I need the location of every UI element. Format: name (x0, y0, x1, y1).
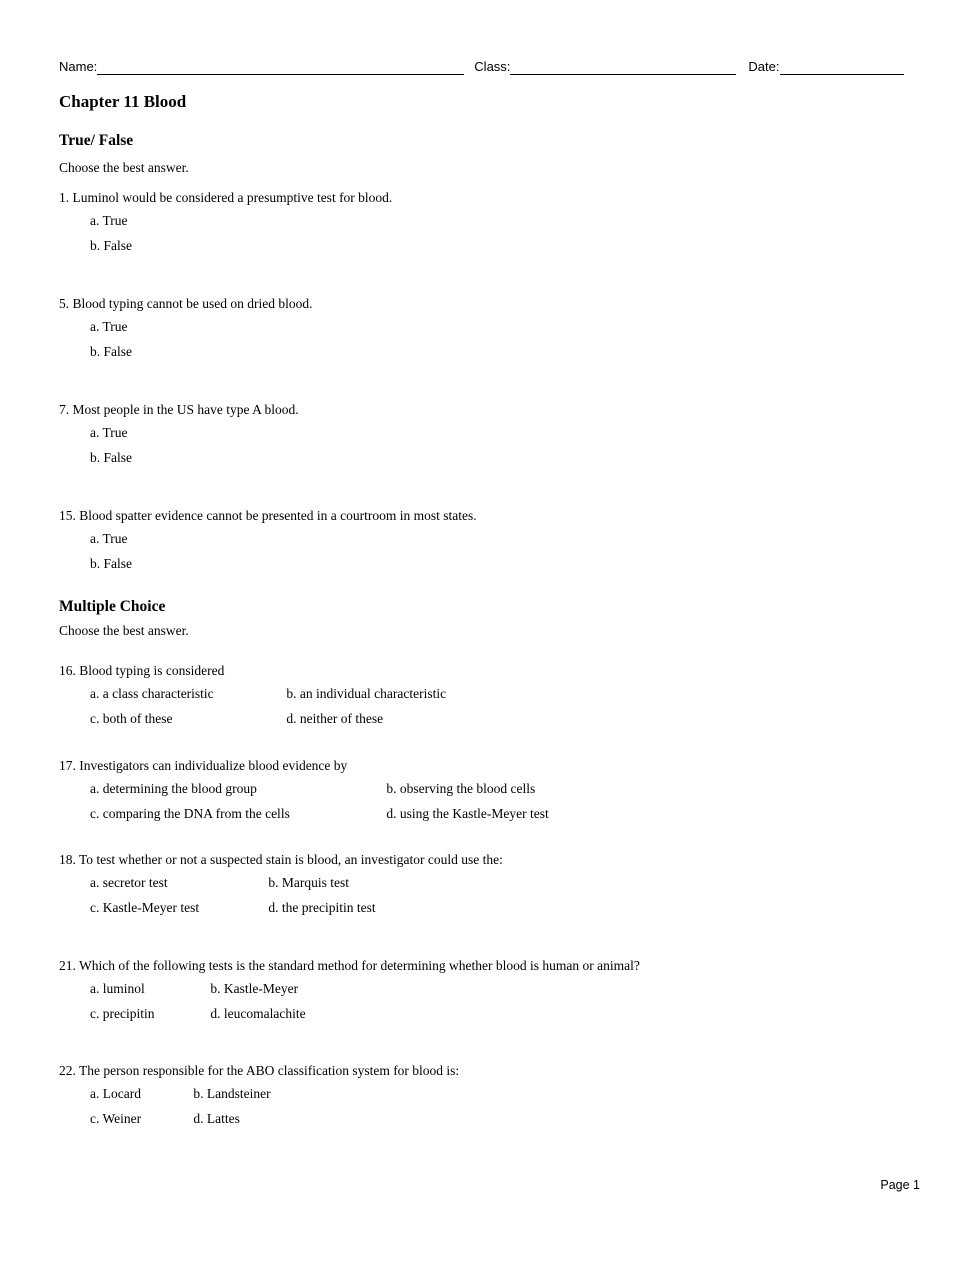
option-d: d. Lattes (193, 1111, 240, 1126)
option-a: a. True (90, 531, 128, 546)
option-a: a. secretor test (90, 875, 168, 890)
question-options (59, 1081, 921, 1131)
question-text: 17. Investigators can individualize blood evidence by (59, 758, 348, 773)
option-row (90, 801, 921, 826)
tf-question-5 (59, 295, 921, 364)
option-row (90, 681, 921, 706)
option-row (90, 776, 921, 801)
document-body (59, 0, 921, 1131)
tf-question-15 (59, 507, 921, 576)
page-title: Chapter 11 Blood (59, 92, 187, 111)
option-row (90, 976, 921, 1001)
option-row (90, 895, 921, 920)
multiple-choice-instruction: Choose the best answer. (59, 623, 189, 638)
question-options (59, 776, 921, 826)
question-text: 16. Blood typing is considered (59, 663, 225, 678)
option-row (90, 870, 921, 895)
option-d: d. the precipitin test (268, 900, 376, 915)
option-c: c. comparing the DNA from the cells (90, 806, 290, 821)
option-d: d. using the Kastle-Meyer test (386, 806, 549, 821)
true-false-heading: True/ False (59, 132, 134, 149)
option-b: b. an individual characteristic (286, 686, 447, 701)
question-text: 5. Blood typing cannot be used on dried blood. (59, 296, 313, 311)
mc-question-21 (59, 957, 921, 1026)
option-a: a. Locard (90, 1086, 141, 1101)
option-a: a. determining the blood group (90, 781, 257, 796)
option-c: c. Kastle-Meyer test (90, 900, 200, 915)
tf-question-1 (59, 189, 921, 258)
option-d: d. neither of these (286, 711, 384, 726)
option-b: b. False (90, 450, 132, 465)
option-c: c. precipitin (90, 1006, 155, 1021)
question-options (59, 208, 921, 258)
question-options (59, 314, 921, 364)
option-b: b. False (90, 238, 132, 253)
question-options (59, 976, 921, 1026)
option-a: a. True (90, 213, 128, 228)
option-row (90, 1001, 921, 1026)
option-a: a. a class characteristic (90, 686, 214, 701)
question-text: 1. Luminol would be considered a presumptive test for blood. (59, 190, 393, 205)
option-b: b. False (90, 556, 132, 571)
option-b: b. Landsteiner (193, 1086, 271, 1101)
option-a: a. True (90, 425, 128, 440)
option-row (90, 1106, 921, 1131)
question-options (59, 870, 921, 920)
date-label: Date: (748, 59, 780, 74)
option-row (90, 706, 921, 731)
question-text: 15. Blood spatter evidence cannot be presented in a courtroom in most states. (59, 508, 477, 523)
question-options (59, 526, 921, 576)
option-d: d. leucomalachite (210, 1006, 306, 1021)
multiple-choice-heading: Multiple Choice (59, 598, 166, 615)
mc-question-22 (59, 1062, 921, 1131)
option-b: b. Kastle-Meyer (210, 981, 299, 996)
question-text: 21. Which of the following tests is the standard method for determining whether blood is human or animal? (59, 958, 640, 973)
option-a: a. luminol (90, 981, 145, 996)
option-b: b. observing the blood cells (386, 781, 536, 796)
question-text: 22. The person responsible for the ABO classification system for blood is: (59, 1063, 460, 1078)
tf-question-7 (59, 401, 921, 470)
question-options (59, 681, 921, 731)
question-text: 18. To test whether or not a suspected stain is blood, an investigator could use the: (59, 852, 503, 867)
option-b: b. False (90, 344, 132, 359)
option-b: b. Marquis test (268, 875, 349, 890)
mc-question-17 (59, 757, 921, 826)
option-a: a. True (90, 319, 128, 334)
mc-question-18 (59, 851, 921, 920)
page-number: Page 1 (880, 1178, 920, 1192)
option-row (90, 1081, 921, 1106)
name-label: Name: (59, 59, 98, 74)
class-label: Class: (474, 59, 511, 74)
mc-question-16 (59, 662, 921, 731)
question-options (59, 420, 921, 470)
question-text: 7. Most people in the US have type A blood. (59, 402, 299, 417)
option-c: c. both of these (90, 711, 173, 726)
true-false-instruction: Choose the best answer. (59, 160, 189, 175)
option-c: c. Weiner (90, 1111, 142, 1126)
